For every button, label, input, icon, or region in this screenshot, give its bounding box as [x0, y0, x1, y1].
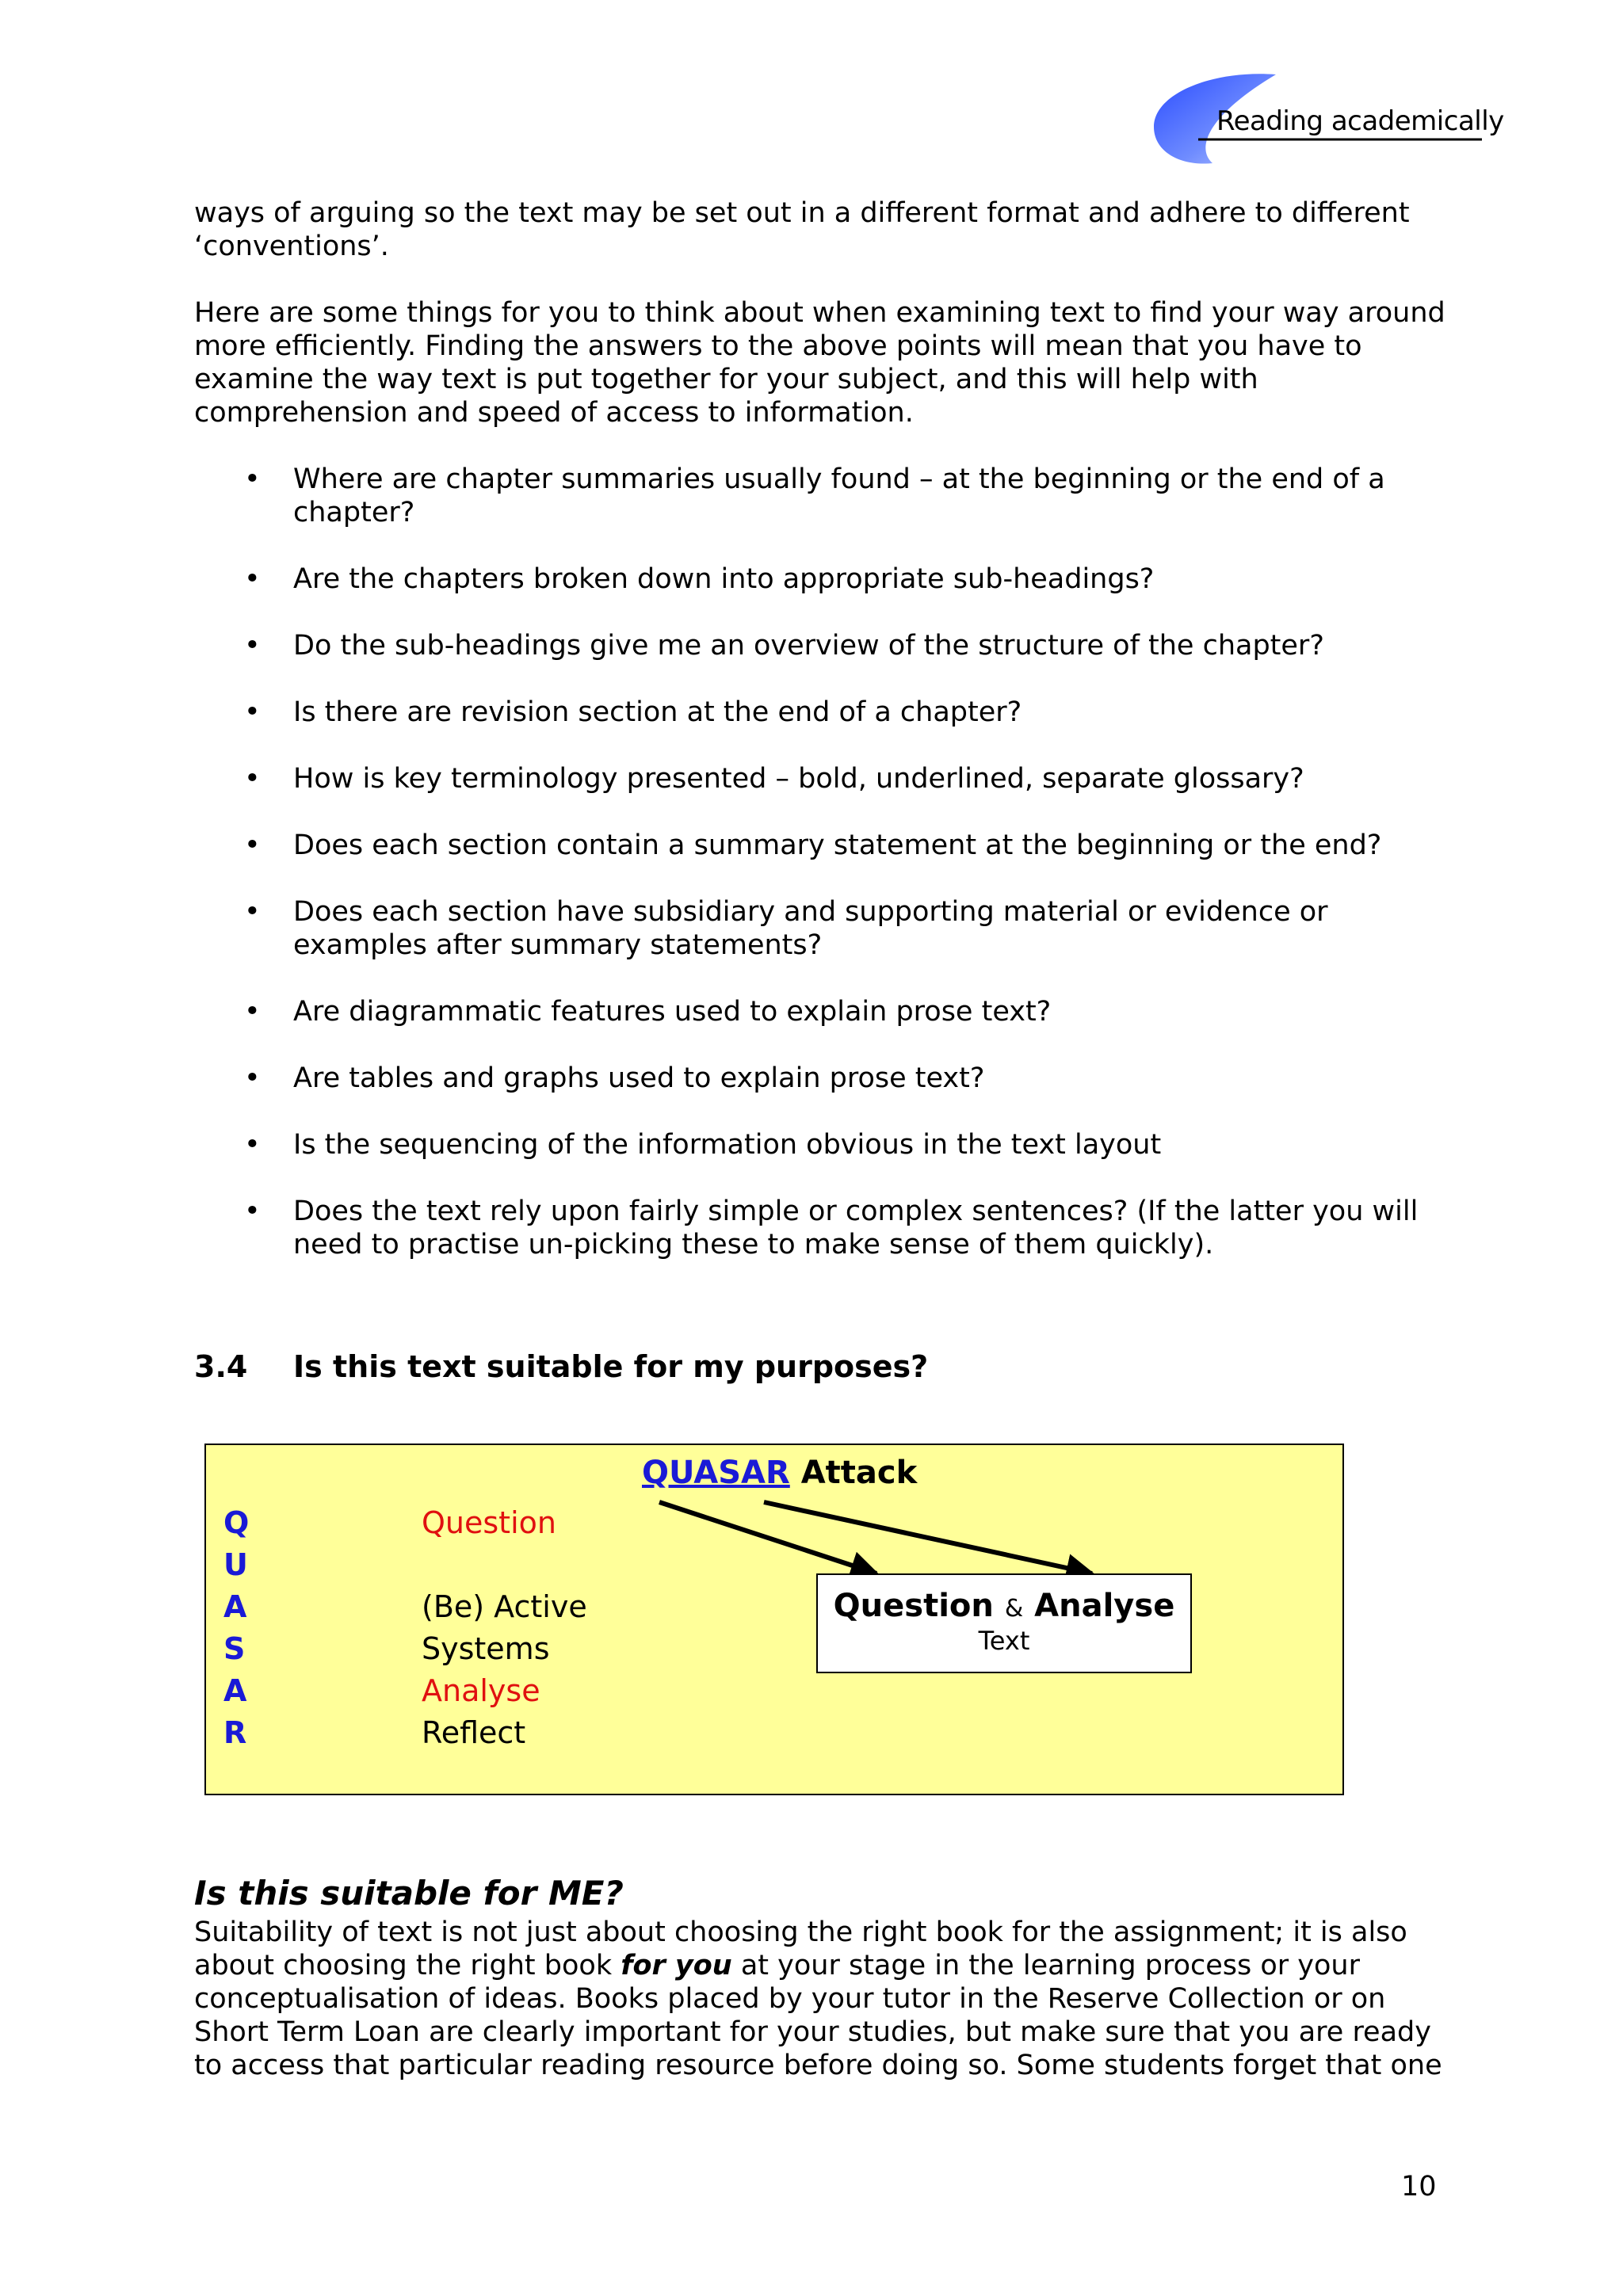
- box-word-question: Question: [833, 1588, 994, 1624]
- quasar-word: Systems: [422, 1631, 550, 1666]
- list-item: [194, 1062, 1462, 1095]
- list-item-text: Does the text rely upon fairly simple or complex sentences? (If the latter you will need to practise un-picking these to make sense of them quickly).: [293, 1196, 1419, 1261]
- list-item-text: How is key terminology presented – bold, underlined, separate glossary?: [293, 763, 1304, 795]
- list-item-text: Does each section contain a summary statement at the beginning or the end?: [293, 830, 1382, 861]
- paragraph-suitability: [194, 1916, 1462, 2082]
- quasar-letter: A: [223, 1589, 247, 1624]
- quasar-letter: Q: [223, 1505, 250, 1540]
- arrow-to-analyse: [764, 1502, 1092, 1573]
- list-item: [194, 696, 1462, 729]
- bullet-icon: •: [244, 1062, 261, 1094]
- list-item: [194, 995, 1462, 1028]
- bullet-icon: •: [244, 630, 261, 662]
- quasar-link[interactable]: QUASAR: [642, 1455, 790, 1491]
- list-item-text: Is there are revision section at the end of a chapter?: [293, 696, 1022, 728]
- page-number: 10: [1401, 2171, 1437, 2203]
- paragraph-text-examination: Here are some things for you to think about when examining text to find your way around more efficiently. Finding the answers to the above points will mean that you have to examine the way text is put together for your subject, and this will help with comprehension and speed of access to information.: [194, 297, 1445, 429]
- bullet-icon: •: [244, 996, 261, 1028]
- list-item: [194, 762, 1462, 795]
- paragraph-text: Suitability of text is not just about choosing the right book for the assignment; it is also about choosing the right book: [194, 1917, 1407, 1981]
- quasar-word: (Be) Active: [422, 1589, 587, 1624]
- section-number: 3.4: [194, 1349, 248, 1384]
- quasar-letters: [223, 1502, 249, 1754]
- sub-heading: Is this suitable for ME?: [194, 1874, 624, 1913]
- list-item: [194, 629, 1462, 662]
- list-item: [194, 829, 1462, 862]
- intro-paragraph: ways of arguing so the text may be set out in a different format and adhere to different ‘conventions’.: [194, 197, 1410, 262]
- section-heading: [194, 1349, 928, 1384]
- section-title: Is this text suitable for my purposes?: [293, 1349, 929, 1384]
- quasar-letter: R: [223, 1715, 247, 1750]
- bullet-icon: •: [244, 830, 261, 861]
- list-item-text: Are tables and graphs used to explain prose text?: [293, 1062, 985, 1094]
- question-analyse-box: [816, 1573, 1192, 1673]
- list-item: [194, 563, 1462, 596]
- paragraph-emphasis: for you: [621, 1950, 732, 1981]
- quasar-word: Analyse: [422, 1673, 540, 1708]
- bullet-icon: •: [244, 463, 261, 495]
- header-logo: [1149, 70, 1504, 173]
- list-item: [194, 895, 1462, 962]
- list-item-text: Does each section have subsidiary and supporting material or evidence or examples after summary statements?: [293, 896, 1328, 961]
- quasar-title: [642, 1455, 917, 1491]
- list-item: [194, 1128, 1462, 1161]
- bullet-icon: •: [244, 896, 261, 928]
- quasar-letter: S: [223, 1631, 246, 1666]
- logo-text: Reading academically: [1216, 105, 1504, 137]
- list-item: [194, 463, 1462, 529]
- list-item-text: Is the sequencing of the information obvious in the text layout: [293, 1129, 1162, 1161]
- quasar-diagram: [204, 1444, 1344, 1795]
- list-item-text: Do the sub-headings give me an overview of the structure of the chapter?: [293, 630, 1324, 662]
- list-item-text: Are the chapters broken down into appropriate sub-headings?: [293, 563, 1155, 595]
- question-analyse-subtitle: Text: [978, 1626, 1030, 1656]
- bullet-icon: •: [244, 563, 261, 595]
- list-item-text: Where are chapter summaries usually found – at the beginning or the end of a chapter?: [293, 463, 1385, 528]
- question-bullet-list: [194, 463, 1462, 1295]
- bullet-icon: •: [244, 763, 261, 795]
- bullet-icon: •: [244, 696, 261, 728]
- list-item-text: Are diagrammatic features used to explain prose text?: [293, 996, 1052, 1028]
- quasar-letter: A: [223, 1673, 247, 1708]
- quasar-letter: U: [223, 1547, 248, 1582]
- arrow-to-question: [659, 1502, 876, 1573]
- quasar-words: [422, 1502, 587, 1754]
- box-ampersand: &: [1004, 1595, 1024, 1623]
- quasar-word: Question: [422, 1505, 556, 1540]
- list-item: [194, 1195, 1462, 1261]
- bullet-icon: •: [244, 1129, 261, 1161]
- box-word-analyse: Analyse: [1034, 1588, 1175, 1624]
- question-analyse-title: [818, 1588, 1190, 1624]
- quasar-title-rest: Attack: [800, 1455, 918, 1491]
- paragraph-text: at your stage in the learning process or your conceptualisation of ideas. Books placed by your tutor in the Reserve Collection or on Short Term Loan are clearly important for your studies, but make sure that you are ready to access that particular reading resource before doing so. Some students forget that one: [194, 1950, 1442, 2081]
- bullet-icon: •: [244, 1196, 261, 1227]
- quasar-word: Reflect: [422, 1715, 526, 1750]
- quasar-word: [422, 1544, 587, 1586]
